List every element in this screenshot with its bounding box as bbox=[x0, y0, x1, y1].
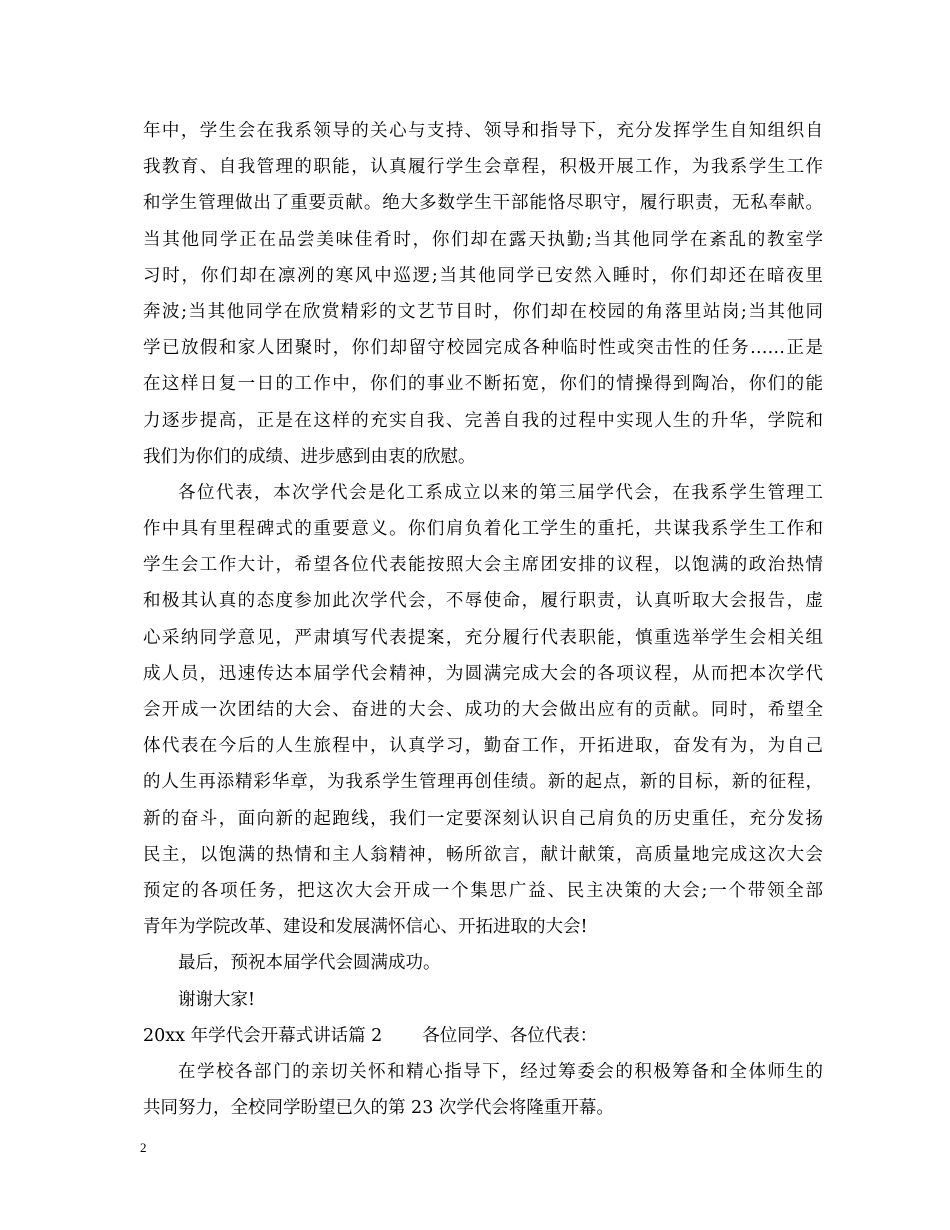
text-line: 奔波;当其他同学在欣赏精彩的文艺节目时，你们却在校园的角落里站岗;当其他同 bbox=[143, 301, 823, 322]
text-line: 会开成一次团结的大会、奋进的大会、成功的大会做出应有的贡献。同时，希望全 bbox=[143, 700, 823, 720]
text-line: 谢谢大家! bbox=[178, 989, 256, 1010]
text-line: 我们为你们的成绩、进步感到由衷的欣慰。 bbox=[143, 446, 476, 467]
text-line: 年中，学生会在我系领导的关心与支持、领导和指导下，充分发挥学生自知组织自 bbox=[143, 121, 823, 141]
text-line: 学已放假和家人团聚时，你们却留守校园完成各种临时性或突击性的任务……正是 bbox=[143, 338, 823, 359]
paragraph bbox=[143, 1054, 823, 1126]
text-line: 新的奋斗，面向新的起跑线，我们一定要深刻认识自己肩负的历史重任，充分发扬 bbox=[143, 808, 823, 829]
text-line: 习时，你们却在凛冽的寒风中巡逻;当其他同学已安然入睡时，你们却还在暗夜里 bbox=[143, 265, 823, 286]
text-line: 各位代表，本次学代会是化工系成立以来的第三届学代会，在我系学生管理工 bbox=[178, 482, 823, 503]
salutation: 各位同学、各位代表： bbox=[422, 1025, 598, 1046]
text-line: 作中具有里程碑式的重要意义。你们肩负着化工学生的重托，共谋我系学生工作和 bbox=[143, 519, 823, 540]
text-line: 体代表在今后的人生旅程中，认真学习，勤奋工作，开拓进取，奋发有为，为自己 bbox=[143, 736, 823, 757]
text-line: 民主，以饱满的热情和主人翁精神，畅所欲言，献计献策，高质量地完成这次大会 bbox=[143, 844, 823, 865]
section-heading bbox=[143, 1018, 823, 1054]
text-line: 和极其认真的态度参加此次学代会，不辱使命，履行职责，认真听取大会报告，虚 bbox=[143, 591, 823, 612]
page-number: 2 bbox=[140, 1140, 147, 1155]
section-title: 20xx 年学代会开幕式讲话篇 2 bbox=[143, 1025, 383, 1046]
text-line: 成人员，迅速传达本届学代会精神，为圆满完成大会的各项议程，从而把本次学代 bbox=[143, 663, 823, 684]
text-line: 在学校各部门的亲切关怀和精心指导下，经过筹委会的积极筹备和全体师生的 bbox=[178, 1061, 823, 1082]
text-line: 预定的各项任务，把这次大会开成一个集思广益、民主决策的大会;一个带领全部 bbox=[143, 880, 823, 901]
text-line: 在这样日复一日的工作中，你们的事业不断拓宽，你们的情操得到陶冶，你们的能 bbox=[143, 374, 823, 395]
text-line: 最后，预祝本届学代会圆满成功。 bbox=[178, 953, 441, 974]
paragraph bbox=[143, 945, 823, 981]
text-line: 青年为学院改革、建设和发展满怀信心、开拓进取的大会! bbox=[143, 917, 588, 938]
paragraph bbox=[143, 982, 823, 1018]
text-line: 的人生再添精彩华章，为我系学生管理再创佳绩。新的起点，新的目标，新的征程， bbox=[143, 772, 823, 793]
text-line: 学生会工作大计，希望各位代表能按照大会主席团安排的议程，以饱满的政治热情 bbox=[143, 555, 823, 576]
document-body bbox=[143, 113, 823, 1126]
text-line: 和学生管理做出了重要贡献。绝大多数学生干部能恪尽职守，履行职责，无私奉献。 bbox=[143, 193, 823, 214]
text-line: 当其他同学正在品尝美味佳肴时，你们却在露天执勤;当其他同学在紊乱的教室学 bbox=[143, 229, 823, 250]
text-line: 心采纳同学意见，严肃填写代表提案，充分履行代表职能，慎重选举学生会相关组 bbox=[143, 627, 823, 648]
paragraph bbox=[143, 475, 823, 945]
text-line: 我教育、自我管理的职能，认真履行学生会章程，积极开展工作，为我系学生工作 bbox=[143, 157, 823, 178]
text-line: 共同努力，全校同学盼望已久的第 23 次学代会将隆重开幕。 bbox=[143, 1098, 614, 1119]
paragraph bbox=[143, 113, 823, 475]
text-line: 力逐步提高，正是在这样的充实自我、完善自我的过程中实现人生的升华，学院和 bbox=[143, 410, 823, 431]
